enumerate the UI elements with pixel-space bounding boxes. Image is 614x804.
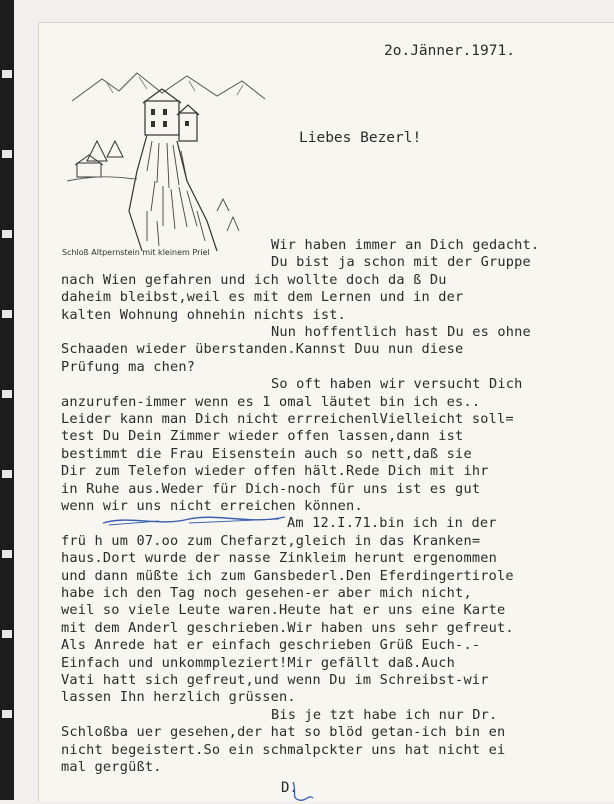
body-line: wenn wir uns nicht erreichen können. (61, 498, 363, 514)
body-line: mal gergüßt. (61, 759, 162, 775)
body-line: Du bist ja schon mit der Gruppe (271, 254, 531, 271)
body-line: in Ruhe aus.Weder für Dich-noch für uns ist es gut (61, 480, 481, 497)
body-line: Dir zum Telefon wieder offen hält.Rede Dich mit ihr (61, 463, 489, 480)
body-line: Wir haben immer an Dich gedacht. (271, 237, 540, 253)
body-line: habe ich den Tag noch gesehen-er aber mich nicht, (61, 585, 472, 601)
signature: D. (281, 780, 298, 797)
letter-date: 2o.Jänner.1971. (384, 43, 515, 59)
body-line: Als Anrede hat er einfach geschrieben Grüß Euch-.- (61, 637, 481, 654)
body-line: haus.Dort wurde der nasse Zinkleim herunt ergenommen (61, 550, 497, 567)
body-line: lassen Ihn herzlich grüssen. (61, 689, 296, 706)
body-line: Am 12.I.71.bin ich in der (287, 515, 497, 532)
body-line: nach Wien gefahren und ich wollte doch da ß Du (61, 271, 447, 288)
vignette-caption: Schloß Altpernstein mit kleinem Priel (62, 248, 210, 257)
letter-page (38, 22, 614, 801)
blue-ink-correction-mark (287, 778, 317, 804)
body-line: kalten Wohnung ohnehin nichts ist. (61, 306, 347, 323)
body-line: daheim bleibst,weil es mit dem Lernen und in der (61, 289, 464, 306)
blue-ink-scribble (99, 511, 289, 531)
body-line: Schloßba uer gesehen,der hat so blöd getan-ich bin en (61, 724, 506, 741)
scale-bar (0, 0, 14, 800)
body-line: Leider kann man Dich nicht errreichenlVielleicht soll= (61, 411, 514, 427)
body-line: Einfach und unkommpleziert!Mir gefällt daß.Auch (61, 654, 456, 671)
body-line: Prüfung ma chen? (61, 358, 196, 375)
body-line: Schaaden wieder überstanden.Kannst Duu nun diese (61, 341, 464, 358)
body-line: weil so viele Leute waren.Heute hat er uns eine Karte (61, 602, 506, 619)
castle-illustration (67, 61, 267, 256)
body-line: mit dem Anderl geschrieben.Wir haben uns sehr gefreut. (61, 619, 514, 636)
body-line: und dann müßte ich zum Gansbederl.Den Eferdingertirole (61, 567, 514, 584)
letter-greeting: Liebes Bezerl! (299, 130, 422, 146)
body-line: test Du Dein Zimmer wieder offen lassen,dann ist (61, 428, 464, 445)
body-line: frü h um 07.oo zum Chefarzt,gleich in das Kranken= (61, 532, 481, 549)
body-line: anzurufen-immer wenn es 1 omal läutet bin ich es.. (61, 393, 481, 410)
body-line: Vati hatt sich gefreut,und wenn Du im Schreibst-wir (61, 672, 489, 688)
body-line: bestimmt die Frau Eisenstein auch so nett,daß sie (61, 445, 472, 462)
body-line: So oft haben wir versucht Dich (271, 376, 523, 393)
body-line: Bis je tzt habe ich nur Dr. (271, 706, 498, 723)
body-line: Nun hoffentlich hast Du es ohne (271, 324, 531, 340)
body-line: nicht begeistert.So ein schmalpckter uns hat nicht ei (61, 741, 506, 758)
